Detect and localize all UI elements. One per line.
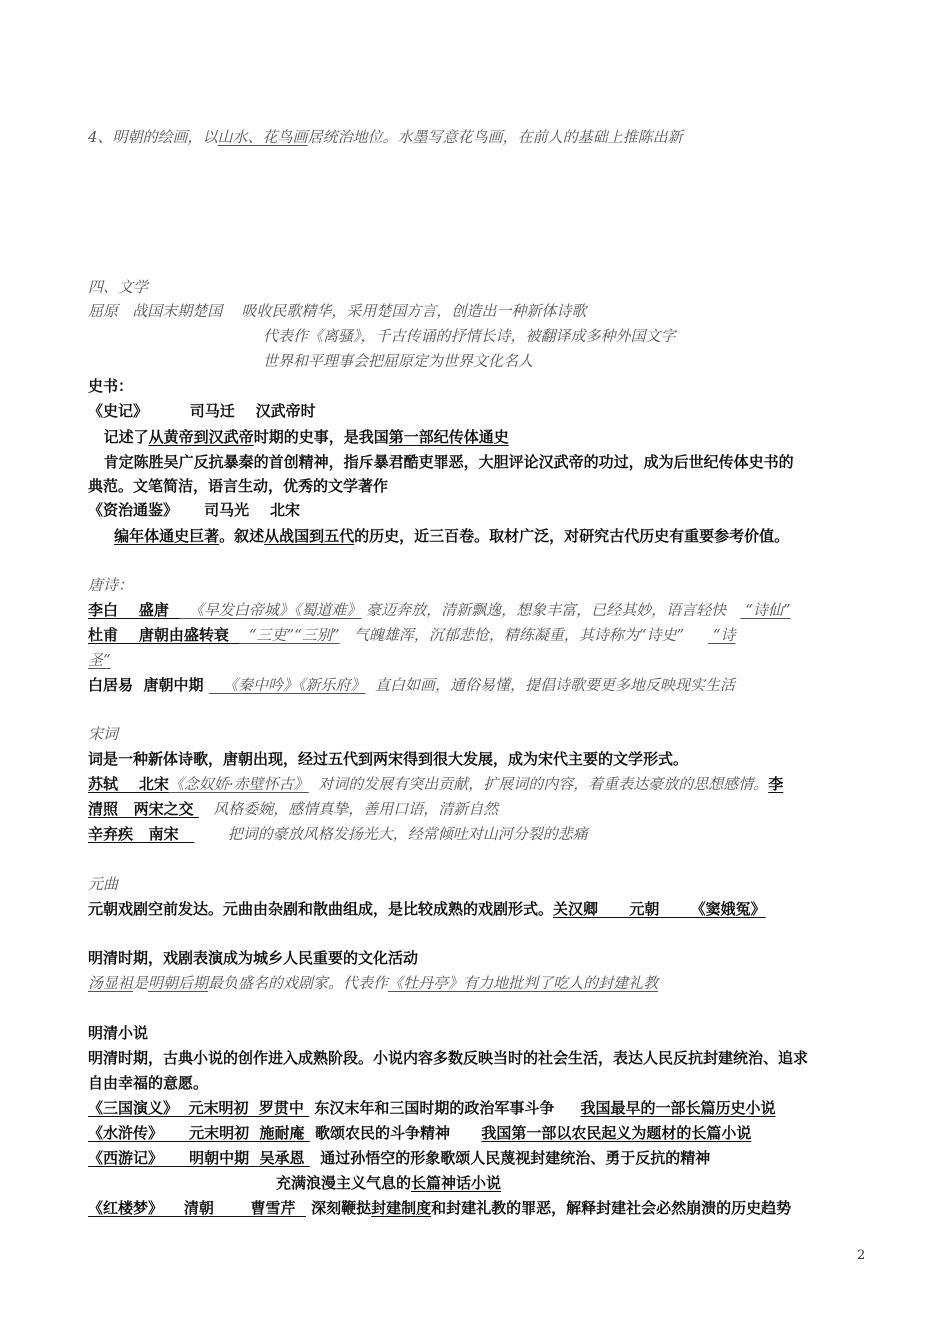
text: 居统治地位。水墨写意花鸟画，在前人的基础上推陈出新: [307, 128, 683, 146]
poet-name: 清照 两宋之交: [88, 800, 199, 818]
xin-line: [88, 823, 588, 845]
underlined-text: 山水、花鸟画: [217, 128, 308, 146]
underlined-text: 《三国演义》 元末明初 罗贯中: [88, 1099, 310, 1117]
novels-heading: 明清小说: [88, 1024, 149, 1042]
libai-line: [88, 599, 791, 621]
text: 最负盛名的戏剧家。代表作: [208, 974, 389, 992]
sushi-line: [88, 773, 783, 795]
description: 直白如画，通俗易懂，提倡诗歌要更多地反映现实生活: [365, 676, 736, 694]
novels-intro-1: 明清时期，古典小说的创作进入成熟阶段。小说内容多数反映当时的社会生活，表达人民反抗封建统治、追求: [88, 1049, 809, 1067]
description: 对词的发展有突出贡献，扩展词的内容，着重表达豪放的思想感情。: [308, 775, 769, 793]
underlined-text: 《西游记》 明朝中期 吴承恩: [88, 1149, 310, 1167]
dufu-line: [88, 624, 735, 646]
text: 4、明朝的绘画，以: [88, 128, 218, 146]
underlined-text: 从战国到五代: [264, 527, 355, 545]
shiji-title: 《史记》 司马迁 汉武帝时: [88, 402, 316, 420]
tang-heading: 唐诗：: [88, 576, 134, 594]
text: 通过孙悟空的形象歌颂人民蔑视封建统治、勇于反抗的精神: [309, 1149, 711, 1167]
shuihu-line: [88, 1122, 751, 1144]
poet-name: 李白 盛唐: [88, 601, 180, 619]
underlined-text: 编年体通史巨著: [114, 527, 220, 545]
description: 把词的豪放风格发扬光大，经常倾吐对山河分裂的悲痛: [194, 825, 588, 843]
underlined-text: 封建制度: [371, 1199, 432, 1217]
underlined-text: 明朝后期: [148, 974, 209, 992]
xiyou-line-2: [88, 1172, 501, 1194]
poet-name: 杜甫 唐朝由盛转衰: [88, 626, 240, 644]
underlined-text: 关汉卿 元朝 《窦娥冤》: [553, 900, 766, 918]
description: 豪迈奔放，清新飘逸，想象丰富，已经其妙，语言轻快: [361, 601, 741, 619]
yuanqu-intro: [88, 898, 766, 920]
title: “诗: [708, 626, 736, 644]
shiji-line-2: 肯定陈胜吴广反抗暴秦的首创精神，指斥暴君酷吏罪恶，大胆评论汉武帝的功过，成为后世纪传体史书的: [88, 453, 794, 471]
poet-name: 苏轼 北宋: [88, 775, 169, 793]
underlined-text: 汤显祖: [88, 974, 134, 992]
underlined-text: 长篇神话小说: [411, 1174, 502, 1192]
underlined-text: 《牡丹亭》有力地批判了吃人的封建礼教: [388, 974, 659, 992]
dufu-title-cont: 圣”: [88, 651, 111, 669]
description: 气魄雄浑，沉郁悲怆，精练凝重，其诗称为“诗史”: [339, 626, 709, 644]
poet-name: 李: [768, 775, 784, 793]
poet-name: 辛弃疾 南宋: [88, 825, 195, 843]
text: 时期的史事，是我国: [253, 428, 389, 446]
underlined-text: 第一部纪传体通史: [388, 428, 509, 446]
drama-intro: 明清时期，戏剧表演成为城乡人民重要的文化活动: [88, 949, 419, 967]
liqingzhao-line: [88, 798, 498, 820]
yuanqu-heading: 元曲: [88, 875, 119, 893]
underlined-text: 从黄帝到汉武帝: [148, 428, 254, 446]
quyuan-line-2: 代表作《离骚》，千古传诵的抒情长诗，被翻译成多种外国文字: [263, 327, 676, 345]
underlined-text: 我国第一部以农民起义为题材的长篇小说: [481, 1124, 752, 1142]
sanguo-line: [88, 1097, 775, 1119]
text: 元朝戏剧空前发达。元曲由杂剧和散曲组成，是比较成熟的戏剧形式。: [88, 900, 554, 918]
song-intro: 词是一种新体诗歌，唐朝出现，经过五代到两宋得到很大发展，成为宋代主要的文学形式。: [88, 750, 689, 768]
text: 记述了: [88, 428, 149, 446]
text: [88, 527, 114, 545]
history-heading: 史书：: [88, 377, 134, 395]
bai-line: [88, 674, 735, 696]
text: 充满浪漫主义气息的: [88, 1174, 411, 1192]
text: 。叙述: [219, 527, 265, 545]
works: 《早发白帝城》《蜀道难》: [179, 601, 362, 619]
honglou-line: [88, 1197, 791, 1219]
works: “三吏”“三别”: [239, 626, 340, 644]
text: 和封建礼教的罪恶，解释封建社会必然崩溃的历史趋势: [431, 1199, 792, 1217]
xiyou-line: [88, 1147, 710, 1169]
song-heading: 宋词: [88, 725, 119, 743]
text: 的历史，近三百卷。取材广泛，对研究古代历史有重要参考价值。: [354, 527, 790, 545]
text: 是: [133, 974, 149, 992]
shiji-line-3: 典范。文笔简洁，语言生动，优秀的文学著作: [88, 477, 389, 495]
text: 东汉末年和三国时期的政治军事斗争: [309, 1099, 581, 1117]
underlined-text: 《红楼梦》 清朝 曹雪芹: [88, 1199, 306, 1217]
zizhi-line-1: [88, 525, 789, 547]
page-number: 2: [857, 1248, 866, 1263]
literature-heading: 四、文学: [88, 278, 149, 296]
text: 歌颂农民的斗争精神: [309, 1124, 482, 1142]
text: 深刻鞭挞: [305, 1199, 372, 1217]
quyuan-line-1: 屈原 战国末期楚国 吸收民歌精华，采用楚国方言，创造出一种新体诗歌: [88, 302, 587, 320]
works: 《秦中吟》《新乐府》: [208, 676, 366, 694]
shiji-line-1: [88, 426, 509, 448]
title: “诗仙”: [740, 601, 791, 619]
novels-intro-2: 自由幸福的意愿。: [88, 1074, 209, 1092]
works: 《念奴娇·赤壁怀古》: [168, 775, 309, 793]
painting-item: [88, 126, 683, 148]
underlined-text: 《水浒传》 元末明初 施耐庵: [88, 1124, 310, 1142]
description: 风格委婉，感情真挚，善用口语，清新自然: [198, 800, 499, 818]
tang-xianzu-line: [88, 972, 658, 994]
underlined-text: 我国最早的一部长篇历史小说: [580, 1099, 776, 1117]
zizhi-title: 《资治通鉴》 司马光 北宋: [88, 501, 301, 519]
quyuan-line-3: 世界和平理事会把屈原定为世界文化名人: [263, 352, 534, 370]
poet-name: 白居易 唐朝中期: [88, 676, 209, 694]
